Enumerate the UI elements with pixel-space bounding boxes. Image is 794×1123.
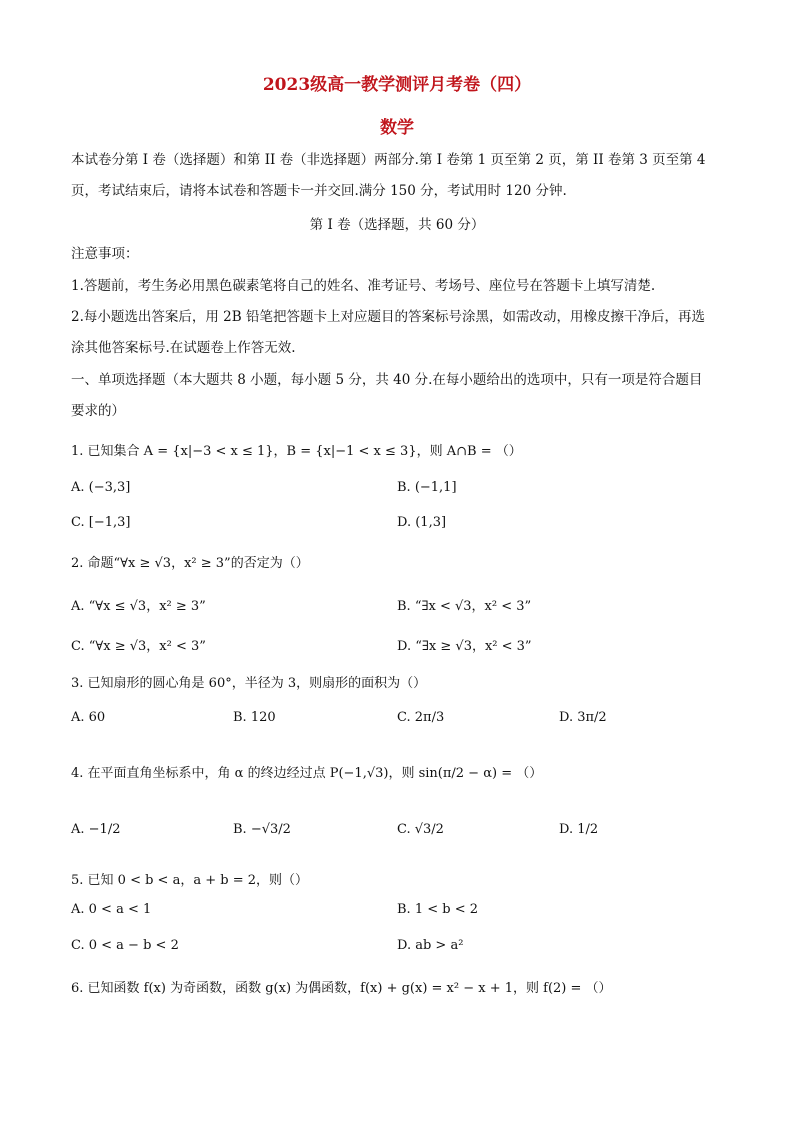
question-5-option-c: C. 0 < a − b < 2 bbox=[71, 938, 179, 953]
question-3-stem: 3. 已知扇形的圆心角是 60°，半径为 3，则扇形的面积为（） bbox=[71, 676, 427, 691]
question-4-option-c: C. √3/2 bbox=[397, 822, 444, 837]
question-2-option-a: A. “∀x ≤ √3，x² ≥ 3” bbox=[71, 599, 206, 614]
part1-line-2: 要求的） bbox=[71, 403, 125, 419]
question-1-option-c: C. [−1,3] bbox=[71, 515, 131, 530]
section-title: 第 I 卷（选择题，共 60 分） bbox=[309, 217, 485, 233]
question-4-option-d: D. 1/2 bbox=[559, 822, 599, 837]
question-4-option-b: B. −√3/2 bbox=[233, 822, 291, 837]
intro-line-1: 本试卷分第 I 卷（选择题）和第 II 卷（非选择题）两部分.第 I 卷第 1 页至第 2 页，第 II 卷第 3 页至第 4 bbox=[71, 152, 706, 168]
notes-heading: 注意事项： bbox=[71, 246, 139, 262]
subject-title: 数学 bbox=[380, 118, 414, 138]
question-3-option-d: D. 3π/2 bbox=[559, 710, 607, 725]
notes-item-1: 1.答题前，考生务必用黑色碳素笔将自己的姓名、准考证号、考场号、座位号在答题卡上填写清楚. bbox=[71, 278, 656, 294]
question-1-option-d: D. (1,3] bbox=[397, 515, 447, 530]
question-5-stem: 5. 已知 0 < b < a，a + b = 2，则（） bbox=[71, 873, 308, 888]
question-3-option-a: A. 60 bbox=[71, 710, 106, 725]
question-3-option-b: B. 120 bbox=[233, 710, 276, 725]
exam-title: 2023级高一教学测评月考卷（四） bbox=[262, 75, 532, 95]
question-1-option-a: A. (−3,3] bbox=[71, 480, 131, 495]
question-2-stem: 2. 命题“∀x ≥ √3，x² ≥ 3”的否定为（） bbox=[71, 556, 309, 571]
notes-item-2-line-2: 涂其他答案标号.在试题卷上作答无效. bbox=[71, 340, 296, 356]
question-3-option-c: C. 2π/3 bbox=[397, 710, 445, 725]
question-4-option-a: A. −1/2 bbox=[71, 822, 121, 837]
question-2-option-b: B. “∃x < √3，x² < 3” bbox=[397, 599, 532, 614]
question-2-option-d: D. “∃x ≥ √3，x² < 3” bbox=[397, 639, 532, 654]
question-6-stem: 6. 已知函数 f(x) 为奇函数，函数 g(x) 为偶函数，f(x) + g(x) = x² − x + 1，则 f(2) = （） bbox=[71, 981, 612, 996]
question-2-option-c: C. “∀x ≥ √3，x² < 3” bbox=[71, 639, 206, 654]
question-5-option-d: D. ab > a² bbox=[397, 938, 464, 953]
question-5-option-a: A. 0 < a < 1 bbox=[71, 902, 152, 917]
part1-line-1: 一、单项选择题（本大题共 8 小题，每小题 5 分，共 40 分.在每小题给出的选项中，只有一项是符合题目 bbox=[71, 372, 703, 388]
question-4-stem: 4. 在平面直角坐标系中，角 α 的终边经过点 P(−1,√3)，则 sin(π/2 − α) = （） bbox=[71, 766, 543, 781]
question-1-option-b: B. (−1,1] bbox=[397, 480, 457, 495]
notes-item-2-line-1: 2.每小题选出答案后，用 2B 铅笔把答题卡上对应题目的答案标号涂黑，如需改动，用橡皮擦干净后，再选 bbox=[71, 309, 705, 325]
question-5-option-b: B. 1 < b < 2 bbox=[397, 902, 478, 917]
intro-line-2: 页，考试结束后，请将本试卷和答题卡一并交回.满分 150 分，考试用时 120 分钟. bbox=[71, 183, 567, 199]
question-1-stem: 1. 已知集合 A = {x|−3 < x ≤ 1}，B = {x|−1 < x ≤ 3}，则 A∩B = （） bbox=[71, 444, 522, 459]
